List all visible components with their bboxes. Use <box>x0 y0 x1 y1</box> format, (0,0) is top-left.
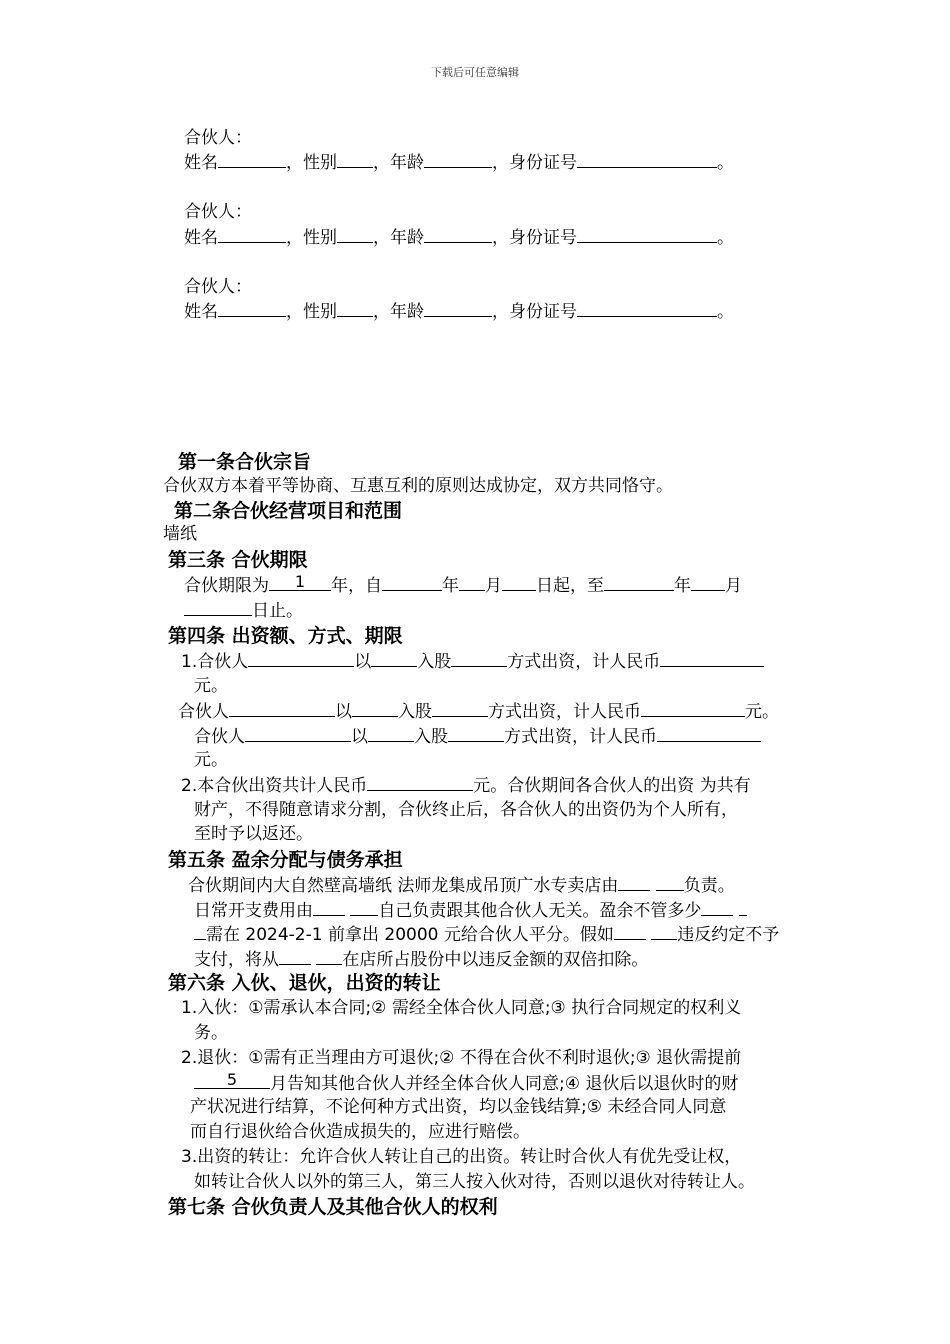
article-6-line-5: 产状况进行结算，不论何种方式出资，均以金钱结算;⑤ 未经合同人同意 <box>190 1097 727 1117</box>
article-4-line-1b: 元。 <box>194 676 228 696</box>
article-1-body: 合伙双方本着平等协商、互惠互利的原则达成协定，双方共同恪守。 <box>163 476 673 496</box>
article-6-line-3: 2.退伙：①需有正当理由方可退伙;② 不得在合伙不利时退伙;③ 退伙需提前 <box>181 1048 742 1068</box>
article-4-line-3b: 元。 <box>194 750 228 770</box>
deduct-from-blank-2[interactable] <box>316 948 342 965</box>
deduct-from-blank[interactable] <box>279 948 311 965</box>
violator-blank-2[interactable] <box>651 923 677 940</box>
article-5-title: 第五条 盈余分配与债务承担 <box>168 849 403 871</box>
violator-blank[interactable] <box>614 923 646 940</box>
term-blank[interactable]: 1 <box>269 574 331 591</box>
article-4-line-5: 财产，不得随意请求分割，合伙终止后，各合伙人的出资仍为个人所有， <box>194 800 738 820</box>
age-blank[interactable] <box>424 151 492 168</box>
partner-blank[interactable] <box>229 700 335 717</box>
header-note: 下载后可任意编辑 <box>431 66 519 79</box>
article-5-line-1: 合伙期间内大自然壁高墙纸 法师龙集成吊顶广水专卖店由 负责。 <box>188 876 735 896</box>
name-blank[interactable] <box>218 300 286 317</box>
article-6-line-6: 而自行退伙给合伙造成损失的，应进行赔偿。 <box>190 1122 530 1142</box>
article-5-line-3: 需在 2024-2-1 前拿出 20000 元给合伙人平分。假如 违反约定不予 <box>194 923 779 946</box>
responsible-blank[interactable] <box>618 874 650 891</box>
id-number-blank[interactable] <box>577 300 717 317</box>
sex-blank[interactable] <box>337 226 373 243</box>
age-blank[interactable] <box>424 300 492 317</box>
article-4-line-6: 至时予以返还。 <box>194 824 313 844</box>
total-amount-blank[interactable] <box>367 774 473 791</box>
method-blank[interactable] <box>432 700 488 717</box>
id-number-blank[interactable] <box>577 226 717 243</box>
amount-blank[interactable] <box>660 650 764 667</box>
contribution-blank[interactable] <box>368 725 414 742</box>
article-7-title: 第七条 合伙负责人及其他合伙人的权利 <box>168 1196 498 1218</box>
end-year-blank[interactable] <box>604 574 674 591</box>
id-number-blank[interactable] <box>577 151 717 168</box>
article-6-line-8: 如转让合伙人以外的第三人，第三人按入伙对待，否则以退伙对待转让人。 <box>194 1172 755 1192</box>
partner-3-fields: 姓名 ，性别 ，年龄 ，身份证号 。 <box>184 302 734 322</box>
expense-blank-2[interactable] <box>350 899 378 916</box>
sex-blank[interactable] <box>337 151 373 168</box>
contribution-blank[interactable] <box>352 700 398 717</box>
article-3-line-1: 合伙期限为 1 年，自 年 月 日起，至 年 月 <box>184 572 742 596</box>
start-year-blank[interactable] <box>382 574 442 591</box>
partner-2-fields: 姓名 ，性别 ，年龄 ，身份证号 。 <box>184 228 734 248</box>
method-blank[interactable] <box>451 650 507 667</box>
partner-1-heading: 合伙人： <box>184 128 252 148</box>
partner-2-heading: 合伙人： <box>184 202 252 222</box>
partner-1-fields: 姓名 ，性别 ，年龄 ，身份证号 。 <box>184 153 734 173</box>
article-6-line-4: 5 月告知其他合伙人并经全体合伙人同意;④ 退伙后以退伙时的财 <box>194 1072 738 1095</box>
article-4-line-1: 1.合伙人 以 入股 方式出资，计人民币 <box>181 650 764 673</box>
name-blank[interactable] <box>218 151 286 168</box>
article-1-title: 第一条合伙宗旨 <box>178 451 312 473</box>
partner-blank[interactable] <box>245 725 351 742</box>
contribution-blank[interactable] <box>371 650 417 667</box>
amount-blank[interactable] <box>657 725 761 742</box>
amount-blank[interactable] <box>641 700 745 717</box>
article-3-line-2: 日止。 <box>184 599 303 622</box>
article-2-title: 第二条合伙经营项目和范围 <box>174 500 403 522</box>
surplus-blank-2[interactable] <box>739 899 747 916</box>
article-4-line-2: 合伙人 以 入股 方式出资，计人民币 元。 <box>178 702 779 722</box>
article-2-body: 墙纸 <box>163 524 197 544</box>
name-blank[interactable] <box>218 226 286 243</box>
article-4-line-3: 合伙人 以 入股 方式出资，计人民币 <box>194 725 761 748</box>
article-6-line-1: 1.入伙：①需承认本合同;② 需经全体合伙人同意;③ 执行合同规定的权利义 <box>181 998 742 1018</box>
article-6-title: 第六条 入伙、退伙，出资的转让 <box>168 972 441 994</box>
end-month-blank[interactable] <box>691 574 725 591</box>
article-3-title: 第三条 合伙期限 <box>168 549 308 571</box>
end-day-blank[interactable] <box>184 599 252 616</box>
article-6-line-2: 务。 <box>194 1023 228 1043</box>
method-blank[interactable] <box>448 725 504 742</box>
responsible-blank-2[interactable] <box>656 874 684 891</box>
start-day-blank[interactable] <box>502 574 536 591</box>
article-6-line-7: 3.出资的转让：允许合伙人转让自己的出资。转让时合伙人有优先受让权， <box>181 1147 742 1167</box>
article-5-line-4: 支付，将从 在店所占股份中以违反金额的双倍扣除。 <box>194 950 649 970</box>
partner-3-heading: 合伙人： <box>184 277 252 297</box>
expense-blank[interactable] <box>313 899 345 916</box>
sex-blank[interactable] <box>337 300 373 317</box>
article-5-line-2: 日常开支费用由 自己负责跟其他合伙人无关。盈余不管多少 <box>194 899 747 922</box>
partner-blank[interactable] <box>248 650 354 667</box>
surplus-blank-3[interactable] <box>194 923 206 940</box>
article-4-line-4: 2.本合伙出资共计人民币 元。合伙期间各合伙人的出资 为共有 <box>181 776 751 796</box>
start-month-blank[interactable] <box>459 574 485 591</box>
age-blank[interactable] <box>424 226 492 243</box>
notice-months-blank[interactable]: 5 <box>194 1072 270 1089</box>
article-4-title: 第四条 出资额、方式、期限 <box>168 625 403 647</box>
surplus-blank[interactable] <box>701 899 733 916</box>
